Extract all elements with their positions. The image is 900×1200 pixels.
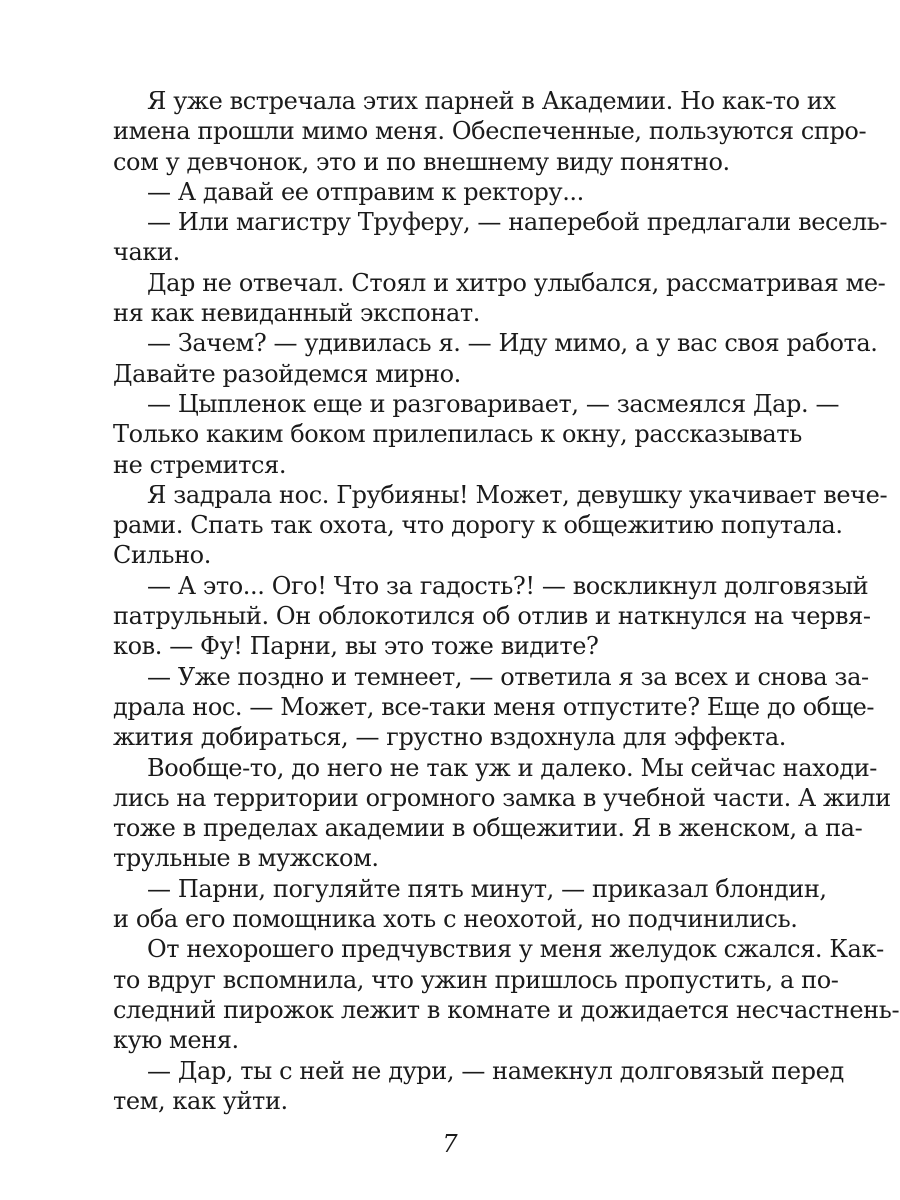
text-line: чаки. bbox=[113, 238, 180, 267]
text-line: то вдруг вспомнила, что ужин пришлось пропустить, а по- bbox=[113, 965, 839, 994]
text-line: не стремится. bbox=[113, 450, 287, 479]
text-line: Сильно. bbox=[113, 541, 211, 570]
text-line: Вообще-то, до него не так уж и далеко. Мы сейчас находи- bbox=[147, 753, 878, 782]
text-line: Давайте разойдемся мирно. bbox=[113, 359, 461, 388]
text-line: — Цыпленок еще и разговаривает, — засмеялся Дар. — bbox=[147, 389, 840, 418]
text-line: — Уже поздно и темнеет, — ответила я за всех и снова за- bbox=[147, 662, 869, 691]
body-text bbox=[113, 86, 900, 1116]
text-line: имена прошли мимо меня. Обеспеченные, пользуются спро- bbox=[113, 117, 867, 146]
text-line: — Зачем? — удивилась я. — Иду мимо, а у вас своя работа. bbox=[147, 329, 878, 358]
text-line: тоже в пределах академии в общежитии. Я в женском, а па- bbox=[113, 814, 863, 843]
page-number: 7 bbox=[442, 1130, 458, 1158]
text-line: — Или магистру Труферу, — наперебой предлагали весель- bbox=[147, 208, 888, 237]
text-line: лись на территории огромного замка в учебной части. А жили bbox=[113, 783, 891, 812]
text-line: кую меня. bbox=[113, 1026, 239, 1055]
text-line: тем, как уйти. bbox=[113, 1086, 288, 1115]
text-line: рами. Спать так охота, что дорогу к общежитию попутала. bbox=[113, 511, 843, 540]
text-line: — А давай ее отправим к ректору... bbox=[147, 177, 584, 206]
text-line: Я уже встречала этих парней в Академии. Но как-то их bbox=[147, 87, 836, 115]
text-line: ня как невиданный экспонат. bbox=[113, 299, 480, 328]
text-line: сом у девчонок, это и по внешнему виду понятно. bbox=[113, 147, 730, 176]
text-line: Я задрала нос. Грубияны! Может, девушку укачивает вече- bbox=[147, 480, 888, 509]
text-line: — А это... Ого! Что за гадость?! — воскликнул долговязый bbox=[147, 571, 869, 600]
text-line: Только каким боком прилепилась к окну, рассказывать bbox=[113, 420, 802, 449]
text-line: и оба его помощника хоть с неохотой, но подчинились. bbox=[113, 905, 798, 934]
text-line: Дар не отвечал. Стоял и хитро улыбался, рассматривая ме- bbox=[147, 268, 886, 297]
text-line: От нехорошего предчувствия у меня желудок сжался. Как- bbox=[147, 935, 884, 964]
text-line: ков. — Фу! Парни, вы это тоже видите? bbox=[113, 632, 599, 661]
text-line: трульные в мужском. bbox=[113, 844, 379, 873]
text-line: следний пирожок лежит в комнате и дожидается несчастнень- bbox=[113, 995, 900, 1024]
text-line: патрульный. Он облокотился об отлив и наткнулся на червя- bbox=[113, 602, 871, 631]
text-line: — Парни, погуляйте пять минут, — приказал блондин, bbox=[147, 874, 827, 903]
text-line: драла нос. — Может, все-таки меня отпустите? Еще до обще- bbox=[113, 692, 875, 721]
text-line: — Дар, ты с ней не дури, — намекнул долговязый перед bbox=[147, 1056, 844, 1085]
text-line: жития добираться, — грустно вздохнула для эффекта. bbox=[113, 723, 787, 752]
